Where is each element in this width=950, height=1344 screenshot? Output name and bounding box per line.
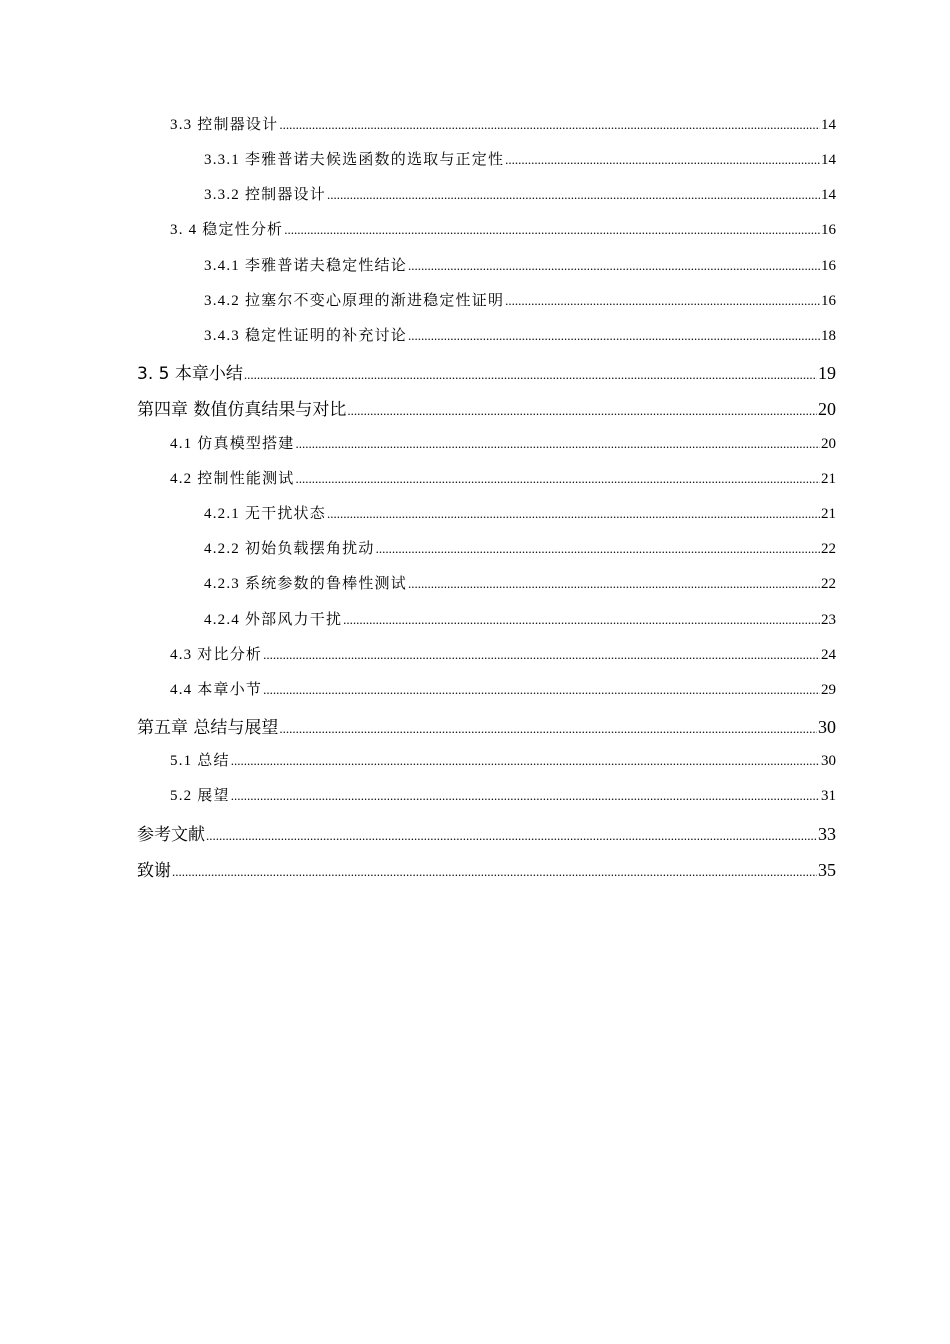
toc-entry-page: 22: [821, 576, 836, 592]
toc-entry-page: 20: [821, 436, 836, 452]
toc-entry-page: 33: [818, 824, 836, 844]
dot-leader: [505, 294, 820, 307]
toc-entry-4-2-3[interactable]: [204, 577, 836, 592]
toc-entry-label: 3.4.1 李雅普诺夫稳定性结论: [204, 258, 407, 274]
dot-leader: [327, 507, 820, 520]
toc-entry-page: 21: [821, 506, 836, 522]
toc-entry-page: 35: [818, 860, 836, 880]
toc-entry-3-5[interactable]: [137, 364, 836, 383]
toc-entry-page: 23: [821, 612, 836, 628]
toc-entry-label: 4.2.2 初始负载摆角扰动: [204, 541, 375, 557]
toc-entry-chapter-5[interactable]: [137, 718, 836, 737]
toc-entry-4-2-4[interactable]: [204, 613, 836, 628]
toc-entry-label: 4.2.3 系统参数的鲁棒性测试: [204, 576, 407, 592]
toc-entry-label: 4.4 本章小节: [170, 682, 263, 698]
toc-entry-3-4-3[interactable]: [204, 329, 836, 344]
dot-leader: [231, 754, 820, 767]
dot-leader: [263, 683, 820, 696]
toc-entry-page: 31: [821, 788, 836, 804]
toc-entry-4-1[interactable]: [170, 437, 836, 452]
toc-entry-acknowledgements[interactable]: [137, 861, 836, 880]
toc-entry-label: 5.2 展望: [170, 788, 230, 804]
toc-entry-label: 4.1 仿真模型搭建: [170, 436, 295, 452]
toc-entry-label: 3.3.1 李雅普诺夫候选函数的选取与正定性: [204, 152, 505, 168]
toc-entry-label: 4.2.1 无干扰状态: [204, 506, 326, 522]
dot-leader: [279, 118, 820, 131]
toc-entry-4-4[interactable]: [170, 683, 836, 698]
toc-entry-page: 16: [821, 293, 836, 309]
toc-entry-page: 14: [821, 117, 836, 133]
dot-leader: [284, 223, 820, 236]
dot-leader: [296, 437, 820, 450]
toc-entry-page: 14: [821, 187, 836, 203]
toc-entry-chapter-4[interactable]: [137, 400, 836, 419]
toc-entry-page: 24: [821, 647, 836, 663]
toc-entry-label: 参考文献: [137, 825, 205, 845]
toc-entry-references[interactable]: [137, 825, 836, 844]
toc-entry-3-4[interactable]: [170, 223, 836, 238]
toc-entry-page: 16: [821, 222, 836, 238]
dot-leader: [408, 329, 820, 342]
toc-entry-label: 3.4.2 拉塞尔不变心原理的渐进稳定性证明: [204, 293, 505, 309]
toc-entry-page: 21: [821, 471, 836, 487]
dot-leader: [296, 472, 820, 485]
dot-leader: [279, 722, 817, 735]
toc-entry-3-3-2[interactable]: [204, 188, 836, 203]
toc-entry-3-4-1[interactable]: [204, 259, 836, 274]
toc-entry-3-4-2[interactable]: [204, 294, 836, 309]
dot-leader: [343, 613, 820, 626]
toc-entry-page: 14: [821, 152, 836, 168]
toc-entry-page: 29: [821, 682, 836, 698]
toc-entry-label: 第四章 数值仿真结果与对比: [137, 400, 347, 420]
toc-entry-page: 20: [818, 399, 836, 419]
toc-entry-5-2[interactable]: [170, 789, 836, 804]
dot-leader: [327, 188, 820, 201]
dot-leader: [206, 829, 817, 842]
toc-entry-page: 22: [821, 541, 836, 557]
toc-entry-4-2[interactable]: [170, 472, 836, 487]
toc-entry-page: 18: [821, 328, 836, 344]
dot-leader: [505, 153, 820, 166]
dot-leader: [408, 577, 820, 590]
toc-entry-page: 19: [818, 363, 836, 383]
toc-entry-label: 3. 4 稳定性分析: [170, 222, 284, 238]
toc-entry-5-1[interactable]: [170, 754, 836, 769]
dot-leader: [347, 404, 817, 417]
toc-entry-label: 3.3 控制器设计: [170, 117, 279, 133]
toc-entry-label: 3.4.3 稳定性证明的补充讨论: [204, 328, 407, 344]
toc-entry-label: 3.3.2 控制器设计: [204, 187, 326, 203]
toc-entry-3-3[interactable]: [170, 118, 836, 133]
toc-entry-label: 4.3 对比分析: [170, 647, 263, 663]
toc-entry-page: 16: [821, 258, 836, 274]
dot-leader: [172, 865, 817, 878]
toc-entry-label: 3. 5 本章小结: [137, 364, 243, 384]
dot-leader: [263, 648, 820, 661]
toc-entry-page: 30: [818, 717, 836, 737]
toc-entry-label: 致谢: [137, 861, 171, 881]
toc-entry-4-2-2[interactable]: [204, 542, 836, 557]
toc-entry-label: 4.2 控制性能测试: [170, 471, 295, 487]
dot-leader: [231, 789, 820, 802]
dot-leader: [244, 368, 817, 381]
dot-leader: [376, 542, 820, 555]
toc-entry-label: 第五章 总结与展望: [137, 718, 279, 738]
toc-entry-label: 5.1 总结: [170, 753, 230, 769]
toc-entry-label: 4.2.4 外部风力干扰: [204, 612, 343, 628]
dot-leader: [408, 259, 820, 272]
toc-entry-4-2-1[interactable]: [204, 507, 836, 522]
toc-entry-3-3-1[interactable]: [204, 153, 836, 168]
toc-entry-page: 30: [821, 753, 836, 769]
toc-entry-4-3[interactable]: [170, 648, 836, 663]
